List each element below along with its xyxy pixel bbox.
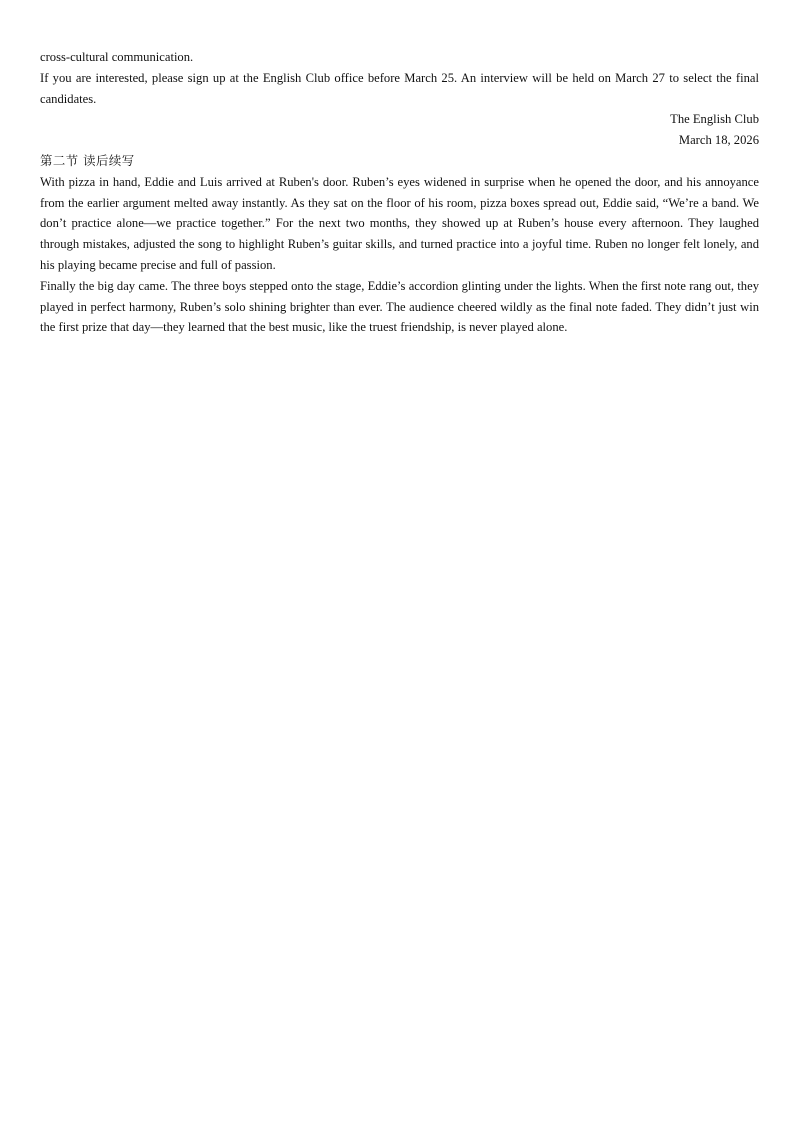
notice-signature: The English Club (670, 112, 759, 127)
story-paragraph-1: With pizza in hand, Eddie and Luis arrived at Ruben's door. Ruben’s eyes widened in surprise when he opened the door, and his annoyance from the earlier argument melted away instantly. As they sat on the floor of his room, pizza boxes spread out, Eddie said, “We’re a band. We don’t practice alone—we practice together.” For the next two months, they showed up at Ruben’s house every afternoon. They laughed through mistakes, adjusted the song to highlight Ruben’s guitar skills, and turned practice into a joyful time. Ruben no longer felt lonely, and his playing became precise and full of passion. (40, 174, 759, 272)
story-paragraph-2: Finally the big day came. The three boys stepped onto the stage, Eddie’s accordion glinting under the lights. When the first note rang out, they played in perfect harmony, Ruben’s solo shining brighter than ever. The audience cheered wildly as the final note faded. They didn’t just win the first prize that day—they learned that the best music, like the truest friendship, is never played alone. (40, 278, 759, 335)
document-page (40, 47, 759, 338)
notice-date: March 18, 2026 (678, 133, 759, 148)
section-title: 第二节 读后续写 (40, 152, 135, 168)
notice-continuation: cross-cultural communication. (40, 50, 194, 64)
notice-signup-paragraph: If you are interested, please sign up at the English Club office before March 25. An interview will be held on March 27 to select the final candidates. (40, 70, 759, 106)
